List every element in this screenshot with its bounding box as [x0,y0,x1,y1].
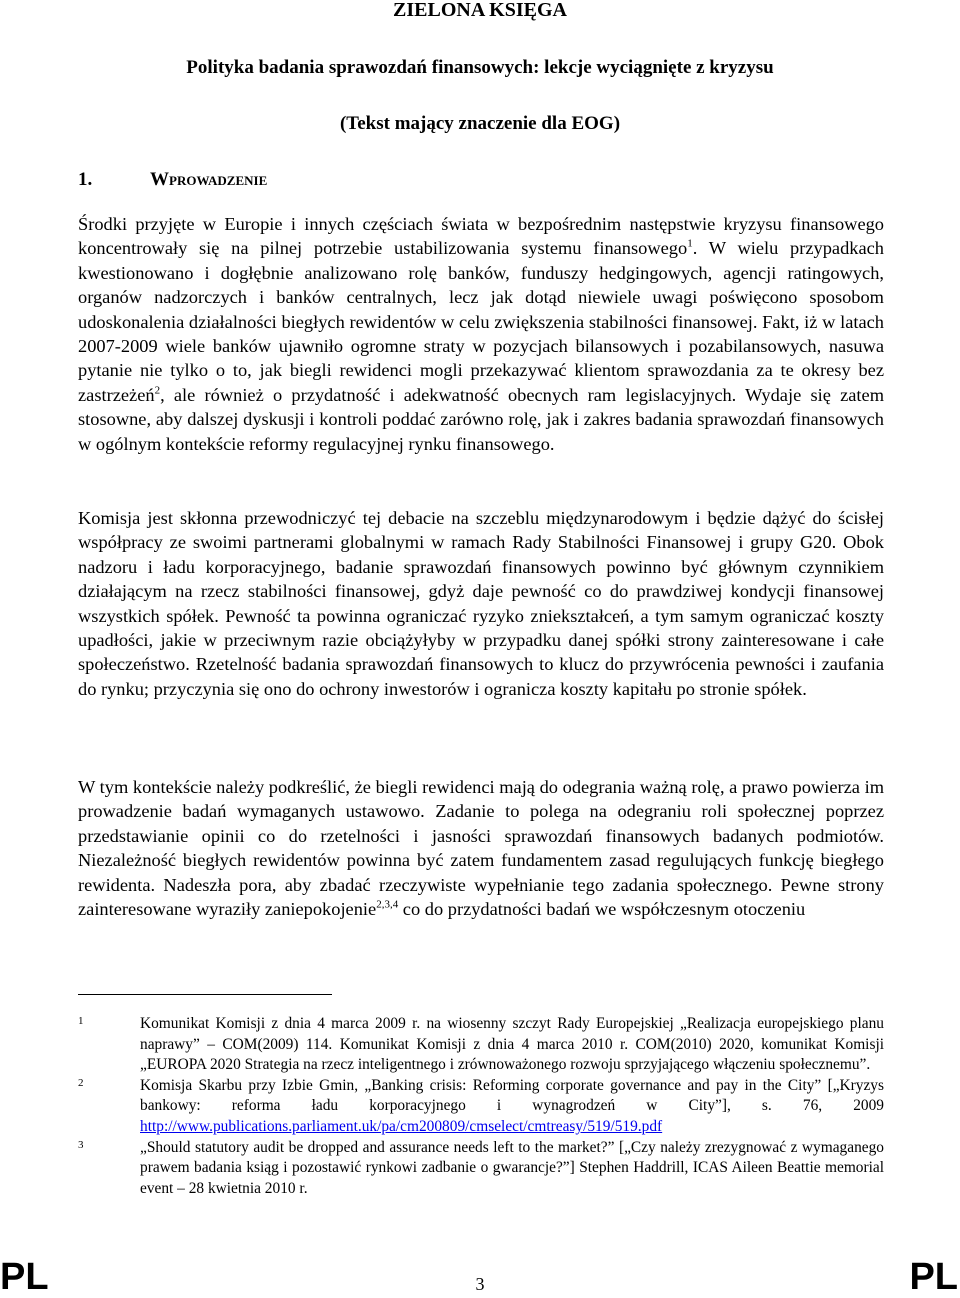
footnote-text: Komisja Skarbu przy Izbie Gmin, „Banking crisis: Reforming corporate governance and pay in the City” [„Kryzys bankowy: reforma ładu korporacyjnego i wynagrodzeń w City”], s. 76, 2009 [140,1076,884,1115]
footnote-number: 1 [78,1015,84,1027]
page-number: 3 [475,1274,485,1294]
section-number: 1. [78,169,93,190]
paragraph-1-text-a: Środki przyjęte w Europie i innych częściach świata w bezpośrednim następstwie kryzysu finansowego koncentrowały się na pilnej potrzebie ustabilizowania systemu finansowego [78,214,884,259]
paragraph-3-text-a: W tym kontekście należy podkreślić, że biegli rewidenci mają do odegrania ważną rolę, a prawo powierza im prowadzenie badań wymaganych ustawowo. Zadanie to polega na odegraniu roli społecznej poprzez przedstawianie opinii co do rzetelności i jasności sprawozdań finansowych badanych podmiotów. Niezależność biegłych rewidentów powinna być zatem fundamentem zasad regulujących funkcję biegłego rewidenta. Nadeszła pora, aby zbadać rzeczywiste wypełnianie tego zadania społecznego. Pewne strony zainteresowane wyraziły zaniepokojenie [78,777,884,920]
section-title: Wprowadzenie [150,169,268,190]
footnote-3 [78,1138,884,1200]
footnote-2 [78,1076,884,1138]
footnote-ref-1[interactable]: 1 [687,237,693,250]
section-heading [78,168,267,192]
paragraph-2-text: Komisja jest skłonna przewodniczyć tej debacie na szczeblu międzynarodowym i będzie dążyć do ścisłej współpracy ze swoimi partnerami globalnymi w ramach Rady Stabilności Finansowej i grupy G20. Obok nadzoru i ładu korporacyjnego, badanie sprawozdań finansowych powinno być głównym czynnikiem działającym na rzecz stabilności finansowej, gdyż daje pewność co do prawdziwej kondycji finansowej wszystkich spółek. Pewność ta powinna ograniczać ryzyko zniekształceń, a tym samym ograniczać koszty upadłości, jakie w przeciwnym razie obciążyłyby w przypadku danej spółki strony zainteresowane i całe społeczeństwo. Rzetelność badania sprawozdań finansowych to klucz do przywrócenia pewności i zaufania do rynku; przyczynia się ono do ochrony inwestorów i ogranicza koszty kapitału po stronie spółek. [78,508,884,699]
footnote-1 [78,1014,884,1076]
eea-relevance-note: (Tekst mający znaczenie dla EOG) [339,113,621,134]
footnote-text: Komunikat Komisji z dnia 4 marca 2009 r. na wiosenny szczyt Rady Europejskiej „Realizacja europejskiego planu naprawy” – COM(2009) 114. Komunikat Komisji z dnia 4 marca 2010 r. COM(2010) 2020, komunikat Komisji „EUROPA 2020 Strategia na rzecz inteligentnego i zrównoważonego rozwoju sprzyjającego włączeniu społecznemu”. [140,1015,884,1074]
paragraph-2 [78,506,884,701]
paragraph-3 [78,775,884,921]
footnotes [78,1014,884,1199]
paragraph-1-text-c: , ale również o przydatność i adekwatność obecnych ram legislacyjnych. Wydaje się zatem stosowne, aby dalszej dyskusji i kontroli poddać zarówno rolę, jak i zakres badania sprawozdań finansowych w ogólnym kontekście reformy regulacyjnej rynku finansowego. [78,384,884,454]
footnote-number: 3 [78,1138,84,1151]
language-code-left: PL [0,1256,49,1298]
footnote-number: 2 [78,1076,84,1089]
paragraph-3-text-b: co do przydatności badań we współczesnym otoczeniu [398,899,806,920]
footnote-separator [78,994,332,995]
document-title: ZIELONA KSIĘGA [393,0,567,21]
footnote-ref-2[interactable]: 2 [154,384,161,397]
paragraph-1-text-b: . W wielu przypadkach kwestionowano i dogłębnie analizowano rolę banków, funduszy hedgingowych, agencji ratingowych, organów nadzorczych i banków centralnych, lecz jak dotąd niewiele uwagi poświęcono sposobom udoskonalenia działalności biegłych rewidentów w celu zwiększenia stabilności finansowej. Fakt, iż w latach 2007-2009 wiele banków ujawniło ogromne straty w pozycjach bilansowych i pozabilansowych, nasuwa pytanie nie tylko o to, jak biegli rewidenci mogli przekazywać klientom sprawozdania za te okresy bez zastrzeżeń [78,238,885,405]
footnote-link[interactable]: http://www.publications.parliament.uk/pa/cm200809/cmselect/cmtreasy/519/519.pdf [140,1117,663,1135]
paragraph-1 [78,212,884,456]
document-subtitle: Polityka badania sprawozdań finansowych: lekcje wyciągnięte z kryzysu [186,57,774,78]
language-code-right: PL [909,1256,958,1298]
footnote-text: „Should statutory audit be dropped and assurance needs left to the market?” [„Czy należy zrezygnować z wymaganego prawem badania ksiąg i pozostawić rynkowi zadbanie o gwarancje?”] Stephen Haddrill, ICAS Aileen Beattie memorial event – 28 kwietnia 2010 r. [140,1138,884,1197]
footnote-ref-2-3-4[interactable]: 2,3,4 [376,898,399,911]
